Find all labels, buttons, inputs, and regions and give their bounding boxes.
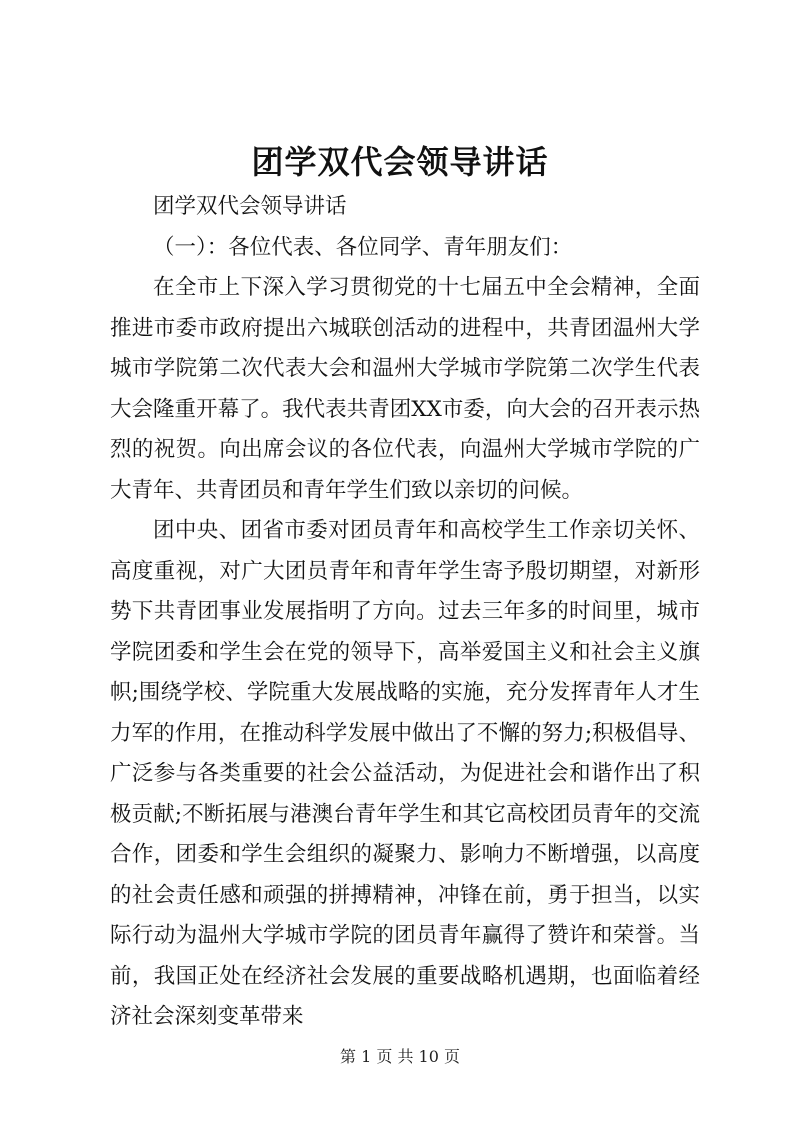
paragraph-opening: 在全市上下深入学习贯彻党的十七届五中全会精神，全面推进市委市政府提出六城联创活动的进程中，共青团温州大学城市学院第二次代表大会和温州大学城市学院第二次学生代表大会隆重开幕了。我代表共青团XX市委，向大会的召开表示热烈的祝贺。向出席会议的各位代表，向温州大学城市学院的广大青年、共青团员和青年学生们致以亲切的问候。	[110, 275, 700, 503]
document-title: 团学双代会领导讲话	[251, 143, 549, 181]
document-body	[110, 187, 700, 1038]
paragraph-salutation: （一）：各位代表、各位同学、青年朋友们：	[153, 234, 573, 260]
paragraph-review: 团中央、团省市委对团员青年和高校学生工作亲切关怀、高度重视，对广大团员青年和青年学生寄予殷切期望，对新形势下共青团事业发展指明了方向。过去三年多的时间里，城市学院团委和学生会在党的领导下，高举爱国主义和社会主义旗帜;围绕学校、学院重大发展战略的实施，充分发挥青年人才生力军的作用，在推动科学发展中做出了不懈的努力;积极倡导、广泛参与各类重要的社会公益活动，为促进社会和谐作出了积极贡献;不断拓展与港澳台青年学生和其它高校团员青年的交流合作，团委和学生会组织的凝聚力、影响力不断增强，以高度的社会责任感和顽强的拼搏精神，冲锋在前，勇于担当，以实际行动为温州大学城市学院的团员青年赢得了赞许和荣誉。当前，我国正处在经济社会发展的重要战略机遇期，也面临着经济社会深刻变革带来	[110, 518, 700, 1029]
paragraph-subtitle: 团学双代会领导讲话	[153, 194, 347, 219]
page-footer: 第 1 页 共 10 页	[340, 1047, 460, 1066]
